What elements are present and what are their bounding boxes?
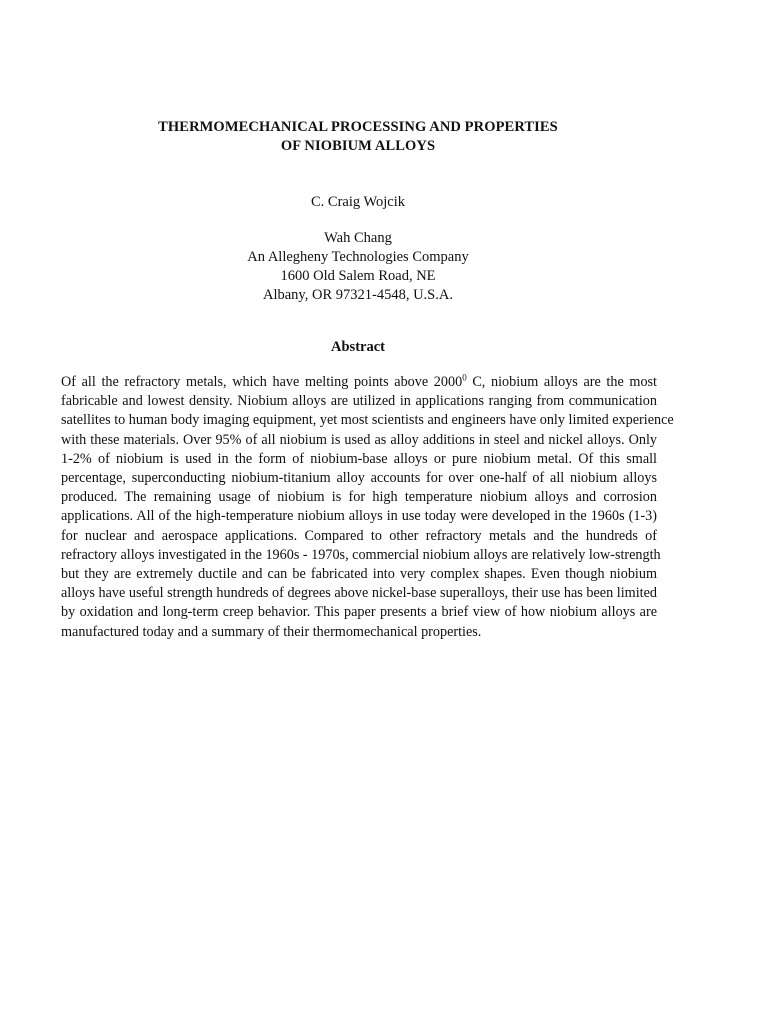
title-line-1: THERMOMECHANICAL PROCESSING AND PROPERTIES: [158, 119, 558, 135]
abstract-line-1-a: Of all the refractory metals, which have melting points above 2000: [61, 374, 463, 390]
author-text: C. Craig Wojcik: [310, 194, 406, 210]
affiliation-block: [0, 229, 768, 305]
abstract-line-11: but they are extremely ductile and can be fabricated into very complex shapes. Even though niobium: [61, 566, 657, 583]
abstract-heading-text: Abstract: [331, 339, 385, 355]
abstract-line-2: fabricable and lowest density. Niobium alloys are utilized in applications ranging from communication: [61, 393, 657, 410]
abstract-line-12: alloys have useful strength hundreds of degrees above nickel-base superalloys, their use has been limited: [61, 585, 657, 602]
degree-superscript: 0: [462, 372, 467, 383]
abstract-heading: [0, 338, 768, 356]
affiliation-line-4: Albany, OR 97321-4548, U.S.A.: [263, 287, 453, 303]
abstract-line-9: for nuclear and aerospace applications. Compared to other refractory metals and the hundreds of: [61, 527, 657, 544]
affiliation-line-2: An Allegheny Technologies Company: [247, 249, 469, 265]
abstract-line-3: satellites to human body imaging equipment, yet most scientists and engineers have only limited experience: [61, 412, 674, 429]
title-line-2: OF NIOBIUM ALLOYS: [280, 138, 436, 154]
affiliation-line-3: 1600 Old Salem Road, NE: [280, 268, 436, 284]
abstract-line-1: [61, 373, 657, 392]
abstract-line-7: produced. The remaining usage of niobium is for high temperature niobium alloys and corrosion: [61, 489, 657, 506]
author-name: [0, 193, 768, 211]
abstract-line-4: with these materials. Over 95% of all niobium is used as alloy additions in steel and nickel alloys. Only: [61, 431, 657, 448]
abstract-line-6: percentage, superconducting niobium-titanium alloy accounts for over one-half of all niobium alloys: [61, 470, 657, 487]
abstract-line-8: applications. All of the high-temperature niobium alloys in use today were developed in the 1960s (1-3): [61, 508, 657, 525]
abstract-line-10: refractory alloys investigated in the 1960s - 1970s, commercial niobium alloys are relatively low-strength: [61, 546, 661, 563]
paper-title: [0, 118, 768, 156]
affiliation-line-1: Wah Chang: [324, 230, 392, 246]
abstract-line-5: 1-2% of niobium is used in the form of niobium-base alloys or pure niobium metal. Of this small: [61, 450, 657, 467]
abstract-line-13: by oxidation and long-term creep behavior. This paper presents a brief view of how niobium alloys are: [61, 604, 657, 621]
abstract-line-1-b: C, niobium alloys are the most: [466, 374, 657, 390]
abstract-line-14: manufactured today and a summary of their thermomechanical properties.: [61, 623, 482, 640]
abstract-body: [61, 372, 674, 642]
